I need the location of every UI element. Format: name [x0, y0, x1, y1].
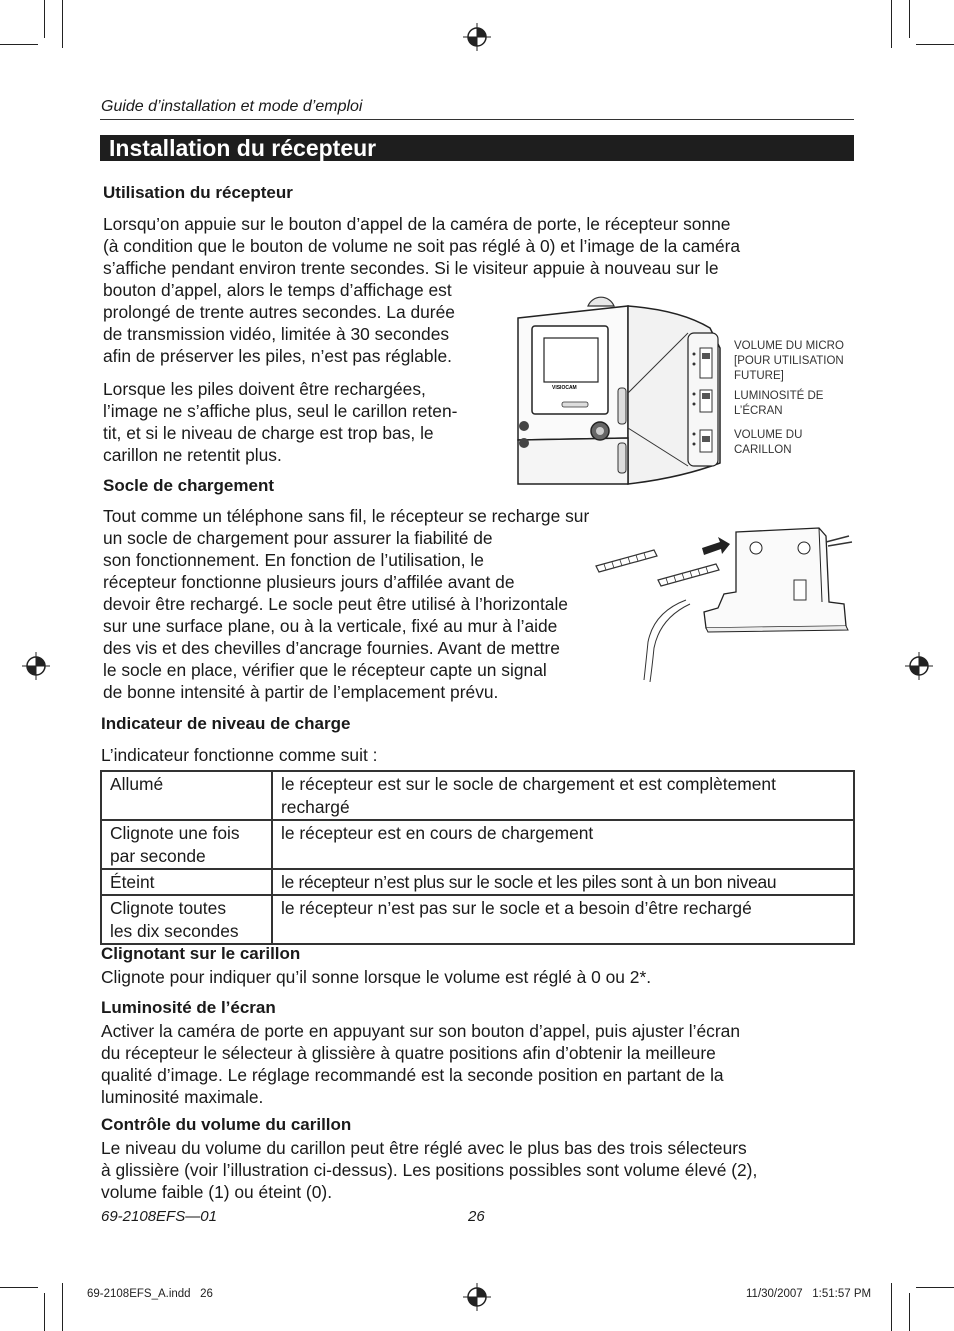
- table-cell-description: [272, 771, 854, 820]
- heading-clignotant: Clignotant sur le carillon: [101, 944, 301, 963]
- text-line: afin de préserver les piles, n’est pas réglable.: [103, 346, 452, 366]
- crop-mark: [0, 44, 38, 45]
- text-line: devoir être rechargé. Le socle peut être utilisé à l’horizontale: [103, 594, 568, 614]
- crop-mark: [44, 1293, 45, 1331]
- table-cell-description: [272, 869, 854, 895]
- running-title: Guide d’installation et mode d’emploi: [101, 98, 363, 115]
- heading-volume: Contrôle du volume du carillon: [101, 1115, 352, 1134]
- registration-mark-icon: [463, 23, 491, 51]
- table-row: [101, 895, 854, 944]
- text-line: du récepteur le sélecteur à glissière à quatre positions afin d’obtenir la meilleure: [101, 1043, 716, 1063]
- registration-mark-icon: [463, 1283, 491, 1311]
- table-cell-state: [101, 771, 272, 820]
- crop-mark: [891, 0, 892, 48]
- table-row: [101, 869, 854, 895]
- label-line: [POUR UTILISATION: [734, 355, 844, 367]
- text-line: qualité d’image. Le réglage recommandé est la seconde position en partant de la: [101, 1065, 724, 1085]
- text-line: Le niveau du volume du carillon peut être réglé avec le plus bas des trois sélecteurs: [101, 1138, 747, 1158]
- cell-line: Éteint: [110, 872, 155, 892]
- label-line: FUTURE]: [734, 370, 784, 382]
- text-line: son fonctionnement. En fonction de l’utilisation, le: [103, 550, 484, 570]
- table-cell-description: [272, 820, 854, 869]
- paragraph-luminosite: [101, 1020, 740, 1108]
- text-line: un socle de chargement pour assurer la fiabilité de: [103, 528, 493, 548]
- text-line: sur une surface plane, ou à la verticale, fixé au mur à l’aide: [103, 616, 558, 636]
- cell-line: le récepteur est en cours de chargement: [281, 823, 594, 843]
- cell-line: le récepteur est sur le socle de chargement et est complètement: [281, 774, 776, 794]
- charging-base-illustration: [594, 522, 856, 682]
- cell-line: Allumé: [110, 774, 164, 794]
- crop-mark: [916, 44, 954, 45]
- header-rule: [100, 119, 854, 120]
- label-chime-volume: [734, 428, 802, 458]
- label-line: LUMINOSITÉ DE: [734, 390, 824, 402]
- crop-mark: [0, 1287, 38, 1288]
- label-line: L’ÉCRAN: [734, 405, 783, 417]
- text-line: de transmission vidéo, limitée à 30 secondes: [103, 324, 450, 344]
- crop-mark: [909, 0, 910, 38]
- paragraph-clignotant: Clignote pour indiquer qu’il sonne lorsque le volume est réglé à 0 ou 2*.: [101, 967, 652, 987]
- crop-mark: [909, 1293, 910, 1331]
- document-number: 69-2108EFS—01: [101, 1208, 217, 1225]
- text-line: s’affiche pendant environ trente secondes. Si le visiteur appuie à nouveau sur le: [103, 258, 719, 278]
- text-line: luminosité maximale.: [101, 1087, 264, 1107]
- crop-mark: [62, 0, 63, 48]
- paragraph-volume: [101, 1137, 757, 1203]
- table-cell-state: [101, 895, 272, 944]
- text-line: de bonne intensité à partir de l’emplacement prévu.: [103, 682, 499, 702]
- heading-indicateur: Indicateur de niveau de charge: [101, 714, 351, 733]
- heading-utilisation: Utilisation du récepteur: [103, 183, 293, 202]
- label-mic-volume: [734, 339, 844, 384]
- indicateur-intro: L’indicateur fonctionne comme suit :: [101, 745, 378, 765]
- section-title: Installation du récepteur: [109, 135, 377, 161]
- paragraph-socle: [103, 505, 589, 703]
- text-line: bouton d’appel, alors le temps d’affichage est: [103, 280, 452, 300]
- cell-line: le récepteur n’est pas sur le socle et a besoin d’être rechargé: [281, 898, 752, 918]
- text-line: carillon ne retentit plus.: [103, 445, 282, 465]
- cell-line: Clignote toutes: [110, 898, 227, 918]
- table-cell-state: [101, 820, 272, 869]
- heading-luminosite: Luminosité de l’écran: [101, 998, 276, 1017]
- text-line: Activer la caméra de porte en appuyant sur son bouton d’appel, puis ajuster l’écran: [101, 1021, 741, 1041]
- cell-line: par seconde: [110, 846, 206, 866]
- text-line: volume faible (1) ou éteint (0).: [101, 1182, 333, 1202]
- label-line: VOLUME DU: [734, 429, 803, 441]
- text-line: Lorsque les piles doivent être rechargées,: [103, 379, 426, 399]
- page-number: 26: [468, 1208, 485, 1225]
- text-line: (à condition que le bouton de volume ne soit pas réglé à 0) et l’image de la caméra: [103, 236, 741, 256]
- crop-mark: [891, 1283, 892, 1331]
- crop-mark: [916, 1287, 954, 1288]
- table-cell-state: [101, 869, 272, 895]
- text-line: à glissière (voir l’illustration ci-dessus). Les positions possibles sont volume élevé (2),: [101, 1160, 758, 1180]
- heading-socle: Socle de chargement: [103, 476, 275, 495]
- text-line: tit, et si le niveau de charge est trop bas, le: [103, 423, 434, 443]
- label-line: VOLUME DU MICRO: [734, 340, 844, 352]
- paragraph-utilisation-2: [103, 378, 457, 466]
- indicator-table: [100, 770, 855, 945]
- text-line: des vis et des chevilles d’ancrage fournies. Avant de mettre: [103, 638, 560, 658]
- label-line: CARILLON: [734, 444, 792, 456]
- slug-filename: 69-2108EFS_A.indd 26: [87, 1288, 213, 1300]
- table-cell-description: [272, 895, 854, 944]
- crop-mark: [44, 0, 45, 38]
- receiver-brand: VISIOCAM: [552, 385, 577, 391]
- table-row: [101, 820, 854, 869]
- cell-line: les dix secondes: [110, 921, 239, 941]
- text-line: récepteur fonctionne plusieurs jours d’affilée avant de: [103, 572, 515, 592]
- cell-line: le récepteur n’est plus sur le socle et les piles sont à un bon niveau: [281, 872, 777, 892]
- label-brightness: [734, 389, 823, 419]
- text-line: Lorsqu’on appuie sur le bouton d’appel de la caméra de porte, le récepteur sonne: [103, 214, 731, 234]
- text-line: l’image ne s’affiche plus, seul le carillon reten-: [103, 401, 458, 421]
- cell-line: rechargé: [281, 797, 350, 817]
- cell-line: Clignote une fois: [110, 823, 240, 843]
- text-line: Tout comme un téléphone sans fil, le récepteur se recharge sur: [103, 506, 590, 526]
- receiver-illustration: [510, 288, 730, 490]
- text-line: prolongé de trente autres secondes. La durée: [103, 302, 455, 322]
- registration-mark-icon: [22, 652, 50, 680]
- crop-mark: [62, 1283, 63, 1331]
- slug-date: 11/30/2007 1:51:57 PM: [746, 1288, 872, 1300]
- table-row: [101, 771, 854, 820]
- registration-mark-icon: [905, 652, 933, 680]
- text-line: le socle en place, vérifier que le récepteur capte un signal: [103, 660, 547, 680]
